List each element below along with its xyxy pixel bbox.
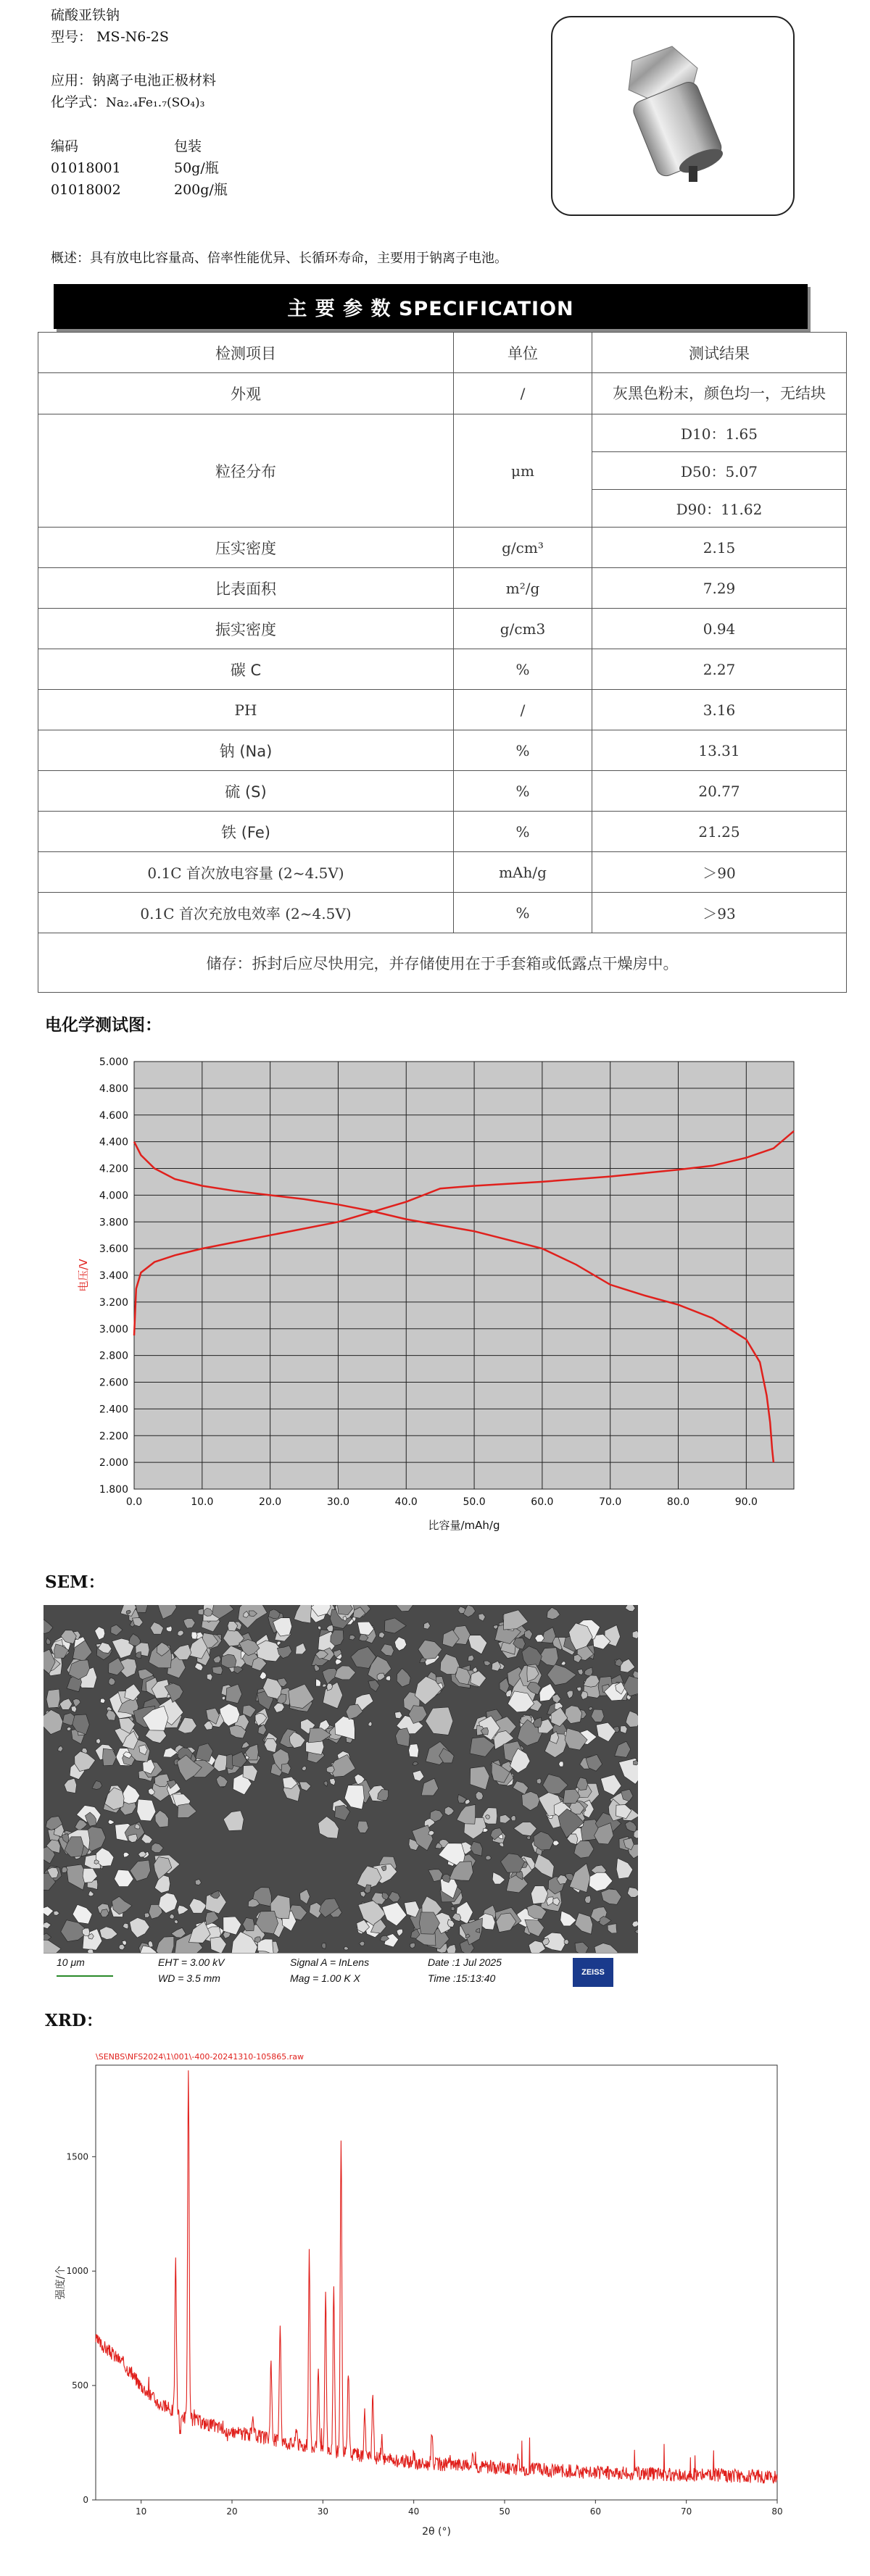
- row-unit: /: [454, 690, 592, 730]
- row-result: 2.27: [592, 649, 847, 690]
- y-tick-label: 2.000: [99, 1457, 128, 1470]
- x-axis-label: 比容量/mAh/g: [428, 1519, 500, 1532]
- xrd-y-tick-label: 0: [83, 2495, 88, 2505]
- table-row: [38, 568, 847, 609]
- row-unit: %: [454, 771, 592, 812]
- sem-particle: [386, 1676, 390, 1680]
- row-unit: μm: [454, 414, 592, 528]
- pack-header: 包装: [174, 138, 202, 154]
- x-tick-label: 30.0: [326, 1496, 350, 1508]
- formula-line: [51, 91, 228, 114]
- xrd-x-axis-label: 2θ (°): [422, 2526, 451, 2538]
- x-tick-label: 80.0: [666, 1496, 690, 1508]
- xrd-file-label: \SENBS\NFS2024\1\001\-400-20241310-105865.raw: [96, 2052, 304, 2062]
- sem-mag: Mag = 1.00 K X: [290, 1972, 360, 1984]
- row-unit: %: [454, 893, 592, 933]
- row-result: 7.29: [592, 568, 847, 609]
- x-tick-label: 70.0: [599, 1496, 622, 1508]
- summary-text: 概述：具有放电比容量高、倍率性能优异、长循环寿命，主要用于钠离子电池。: [51, 251, 508, 266]
- table-row: [38, 690, 847, 730]
- sem-particle: [46, 1689, 60, 1708]
- y-tick-label: 4.200: [99, 1163, 128, 1175]
- xrd-x-tick-label: 60: [589, 2506, 601, 2517]
- y-tick-label: 5.000: [99, 1056, 128, 1068]
- row-item: 铁 (Fe): [38, 812, 454, 852]
- y-tick-label: 3.800: [99, 1217, 128, 1229]
- model-label: 型号：: [51, 29, 93, 45]
- header-block: [51, 4, 228, 201]
- table-row: [38, 373, 847, 414]
- xrd-chart: [51, 2043, 790, 2565]
- row-unit: m²/g: [454, 568, 592, 609]
- sem-scale-bar: [57, 1975, 113, 1977]
- table-header-row: [38, 333, 847, 373]
- row-result: 3.16: [592, 690, 847, 730]
- sem-particle: [409, 1744, 419, 1758]
- sem-particle: [632, 1631, 638, 1639]
- sem-particle: [634, 1760, 639, 1765]
- model-value: MS-N6-2S: [96, 29, 169, 45]
- row-item: 硫 (S): [38, 771, 454, 812]
- formula-label: 化学式：: [51, 94, 107, 110]
- table-row: [38, 649, 847, 690]
- sem-particle: [254, 1937, 261, 1943]
- product-bottle-image: [552, 17, 793, 214]
- xrd-x-tick-label: 40: [408, 2506, 420, 2517]
- sem-micrograph: [44, 1605, 638, 1953]
- code-value: 01018001: [51, 160, 121, 176]
- y-tick-label: 3.000: [99, 1323, 128, 1335]
- row-result: D50：5.07: [592, 452, 847, 490]
- y-tick-label: 3.200: [99, 1296, 128, 1309]
- xrd-y-tick-label: 1000: [66, 2266, 88, 2277]
- row-result: 2.15: [592, 528, 847, 568]
- row-unit: g/cm3: [454, 609, 592, 649]
- row-unit: %: [454, 812, 592, 852]
- row-result: 21.25: [592, 812, 847, 852]
- header-item: 检测项目: [38, 333, 454, 373]
- row-item: 碳 C: [38, 649, 454, 690]
- y-tick-label: 4.800: [99, 1083, 128, 1095]
- x-tick-label: 90.0: [734, 1496, 758, 1508]
- y-tick-label: 2.800: [99, 1350, 128, 1362]
- sem-particle: [212, 1667, 223, 1675]
- xrd-plot-area: [96, 2065, 777, 2500]
- row-item: 0.1C 首次放电容量 (2~4.5V): [38, 852, 454, 893]
- table-row: [38, 852, 847, 893]
- y-tick-label: 4.600: [99, 1109, 128, 1122]
- row-item: 0.1C 首次充放电效率 (2~4.5V): [38, 893, 454, 933]
- row-result: 0.94: [592, 609, 847, 649]
- xrd-x-tick-label: 20: [226, 2506, 238, 2517]
- row-result: ＞93: [592, 893, 847, 933]
- x-tick-label: 20.0: [259, 1496, 282, 1508]
- product-image-frame: [551, 16, 795, 216]
- table-row: [38, 730, 847, 771]
- zeiss-logo: [573, 1958, 613, 1987]
- row-unit: mAh/g: [454, 852, 592, 893]
- row-item: 外观: [38, 373, 454, 414]
- xrd-y-tick-label: 1500: [66, 2151, 88, 2162]
- row-result: 20.77: [592, 771, 847, 812]
- x-tick-label: 0.0: [125, 1496, 143, 1508]
- x-tick-label: 60.0: [531, 1496, 554, 1508]
- pack-value: 50g/瓶: [174, 160, 219, 176]
- sem-image-panel: [44, 1605, 638, 1991]
- storage-row: [38, 933, 847, 993]
- y-tick-label: 3.400: [99, 1270, 128, 1282]
- row-item: 振实密度: [38, 609, 454, 649]
- storage-note: 储存：拆封后应尽快用完，并存储使用在于手套箱或低露点干燥房中。: [38, 933, 847, 993]
- row-item: 钠 (Na): [38, 730, 454, 771]
- x-tick-label: 50.0: [463, 1496, 486, 1508]
- row-unit: %: [454, 730, 592, 771]
- y-tick-label: 3.600: [99, 1243, 128, 1256]
- xrd-x-tick-label: 50: [499, 2506, 510, 2517]
- xrd-x-tick-label: 10: [136, 2506, 147, 2517]
- row-item: PH: [38, 690, 454, 730]
- code-header: 编码: [51, 138, 79, 154]
- row-result: D90：11.62: [592, 490, 847, 528]
- xrd-x-tick-label: 80: [771, 2506, 783, 2517]
- sem-date: Date :1 Jul 2025: [428, 1956, 502, 1968]
- sem-info-bar: [44, 1953, 638, 1991]
- formula-value: Na₂.₄Fe₁.₇(SO₄)₃: [106, 96, 205, 110]
- sem-particle: [451, 1907, 455, 1911]
- row-result: 13.31: [592, 730, 847, 771]
- sem-particle: [221, 1654, 236, 1668]
- y-tick-label: 1.800: [99, 1484, 128, 1496]
- zeiss-logo-text: ZEISS: [581, 1968, 605, 1977]
- row-result: 灰黑色粉末，颜色均一，无结块: [592, 373, 847, 414]
- code-row: [51, 157, 228, 179]
- table-row: [38, 414, 847, 452]
- table-row: [38, 812, 847, 852]
- x-tick-label: 40.0: [394, 1496, 418, 1508]
- sem-time: Time :15:13:40: [428, 1972, 496, 1984]
- sem-signal: Signal A = InLens: [290, 1956, 370, 1968]
- echem-chart: [29, 1051, 848, 1558]
- row-item: 比表面积: [38, 568, 454, 609]
- echem-title: 电化学测试图：: [45, 1015, 162, 1035]
- row-unit: /: [454, 373, 592, 414]
- model-line: [51, 26, 228, 48]
- table-row: [38, 609, 847, 649]
- row-result: ＞90: [592, 852, 847, 893]
- xrd-title: XRD：: [45, 2011, 103, 2030]
- y-tick-label: 2.400: [99, 1404, 128, 1416]
- y-tick-label: 4.000: [99, 1190, 128, 1202]
- table-row: [38, 528, 847, 568]
- row-result: D10：1.65: [592, 414, 847, 452]
- xrd-y-tick-label: 500: [72, 2380, 88, 2391]
- header-unit: 单位: [454, 333, 592, 373]
- row-unit: %: [454, 649, 592, 690]
- row-item: 粒径分布: [38, 414, 454, 528]
- y-tick-label: 2.200: [99, 1430, 128, 1443]
- header-result: 测试结果: [592, 333, 847, 373]
- y-tick-label: 4.400: [99, 1136, 128, 1149]
- product-name: 硫酸亚铁钠: [51, 7, 120, 23]
- code-header-row: [51, 136, 228, 157]
- y-tick-label: 2.600: [99, 1377, 128, 1389]
- xrd-x-tick-label: 30: [317, 2506, 328, 2517]
- spec-table: [38, 332, 847, 993]
- x-tick-label: 10.0: [191, 1496, 214, 1508]
- table-row: [38, 771, 847, 812]
- sem-particle: [136, 1605, 148, 1612]
- row-item: 压实密度: [38, 528, 454, 568]
- xrd-x-tick-label: 70: [681, 2506, 692, 2517]
- code-value: 01018002: [51, 182, 121, 198]
- sem-particle: [536, 1778, 542, 1784]
- y-axis-label: 电压/V: [77, 1259, 90, 1292]
- application-line: 应用：钠离子电池正极材料: [51, 72, 217, 88]
- xrd-y-axis-label: 强度/个: [55, 2265, 67, 2300]
- sem-particle: [191, 1632, 197, 1639]
- table-row: [38, 893, 847, 933]
- sem-particle: [322, 1943, 326, 1949]
- code-row: [51, 179, 228, 201]
- pack-value: 200g/瓶: [174, 182, 228, 198]
- sem-wd: WD = 3.5 mm: [158, 1972, 220, 1984]
- sem-eht: EHT = 3.00 kV: [158, 1956, 225, 1968]
- row-unit: g/cm³: [454, 528, 592, 568]
- spec-banner: 主 要 参 数 SPECIFICATION: [54, 284, 808, 329]
- sem-scale-label: 10 μm: [57, 1956, 85, 1968]
- sem-title: SEM：: [45, 1572, 105, 1592]
